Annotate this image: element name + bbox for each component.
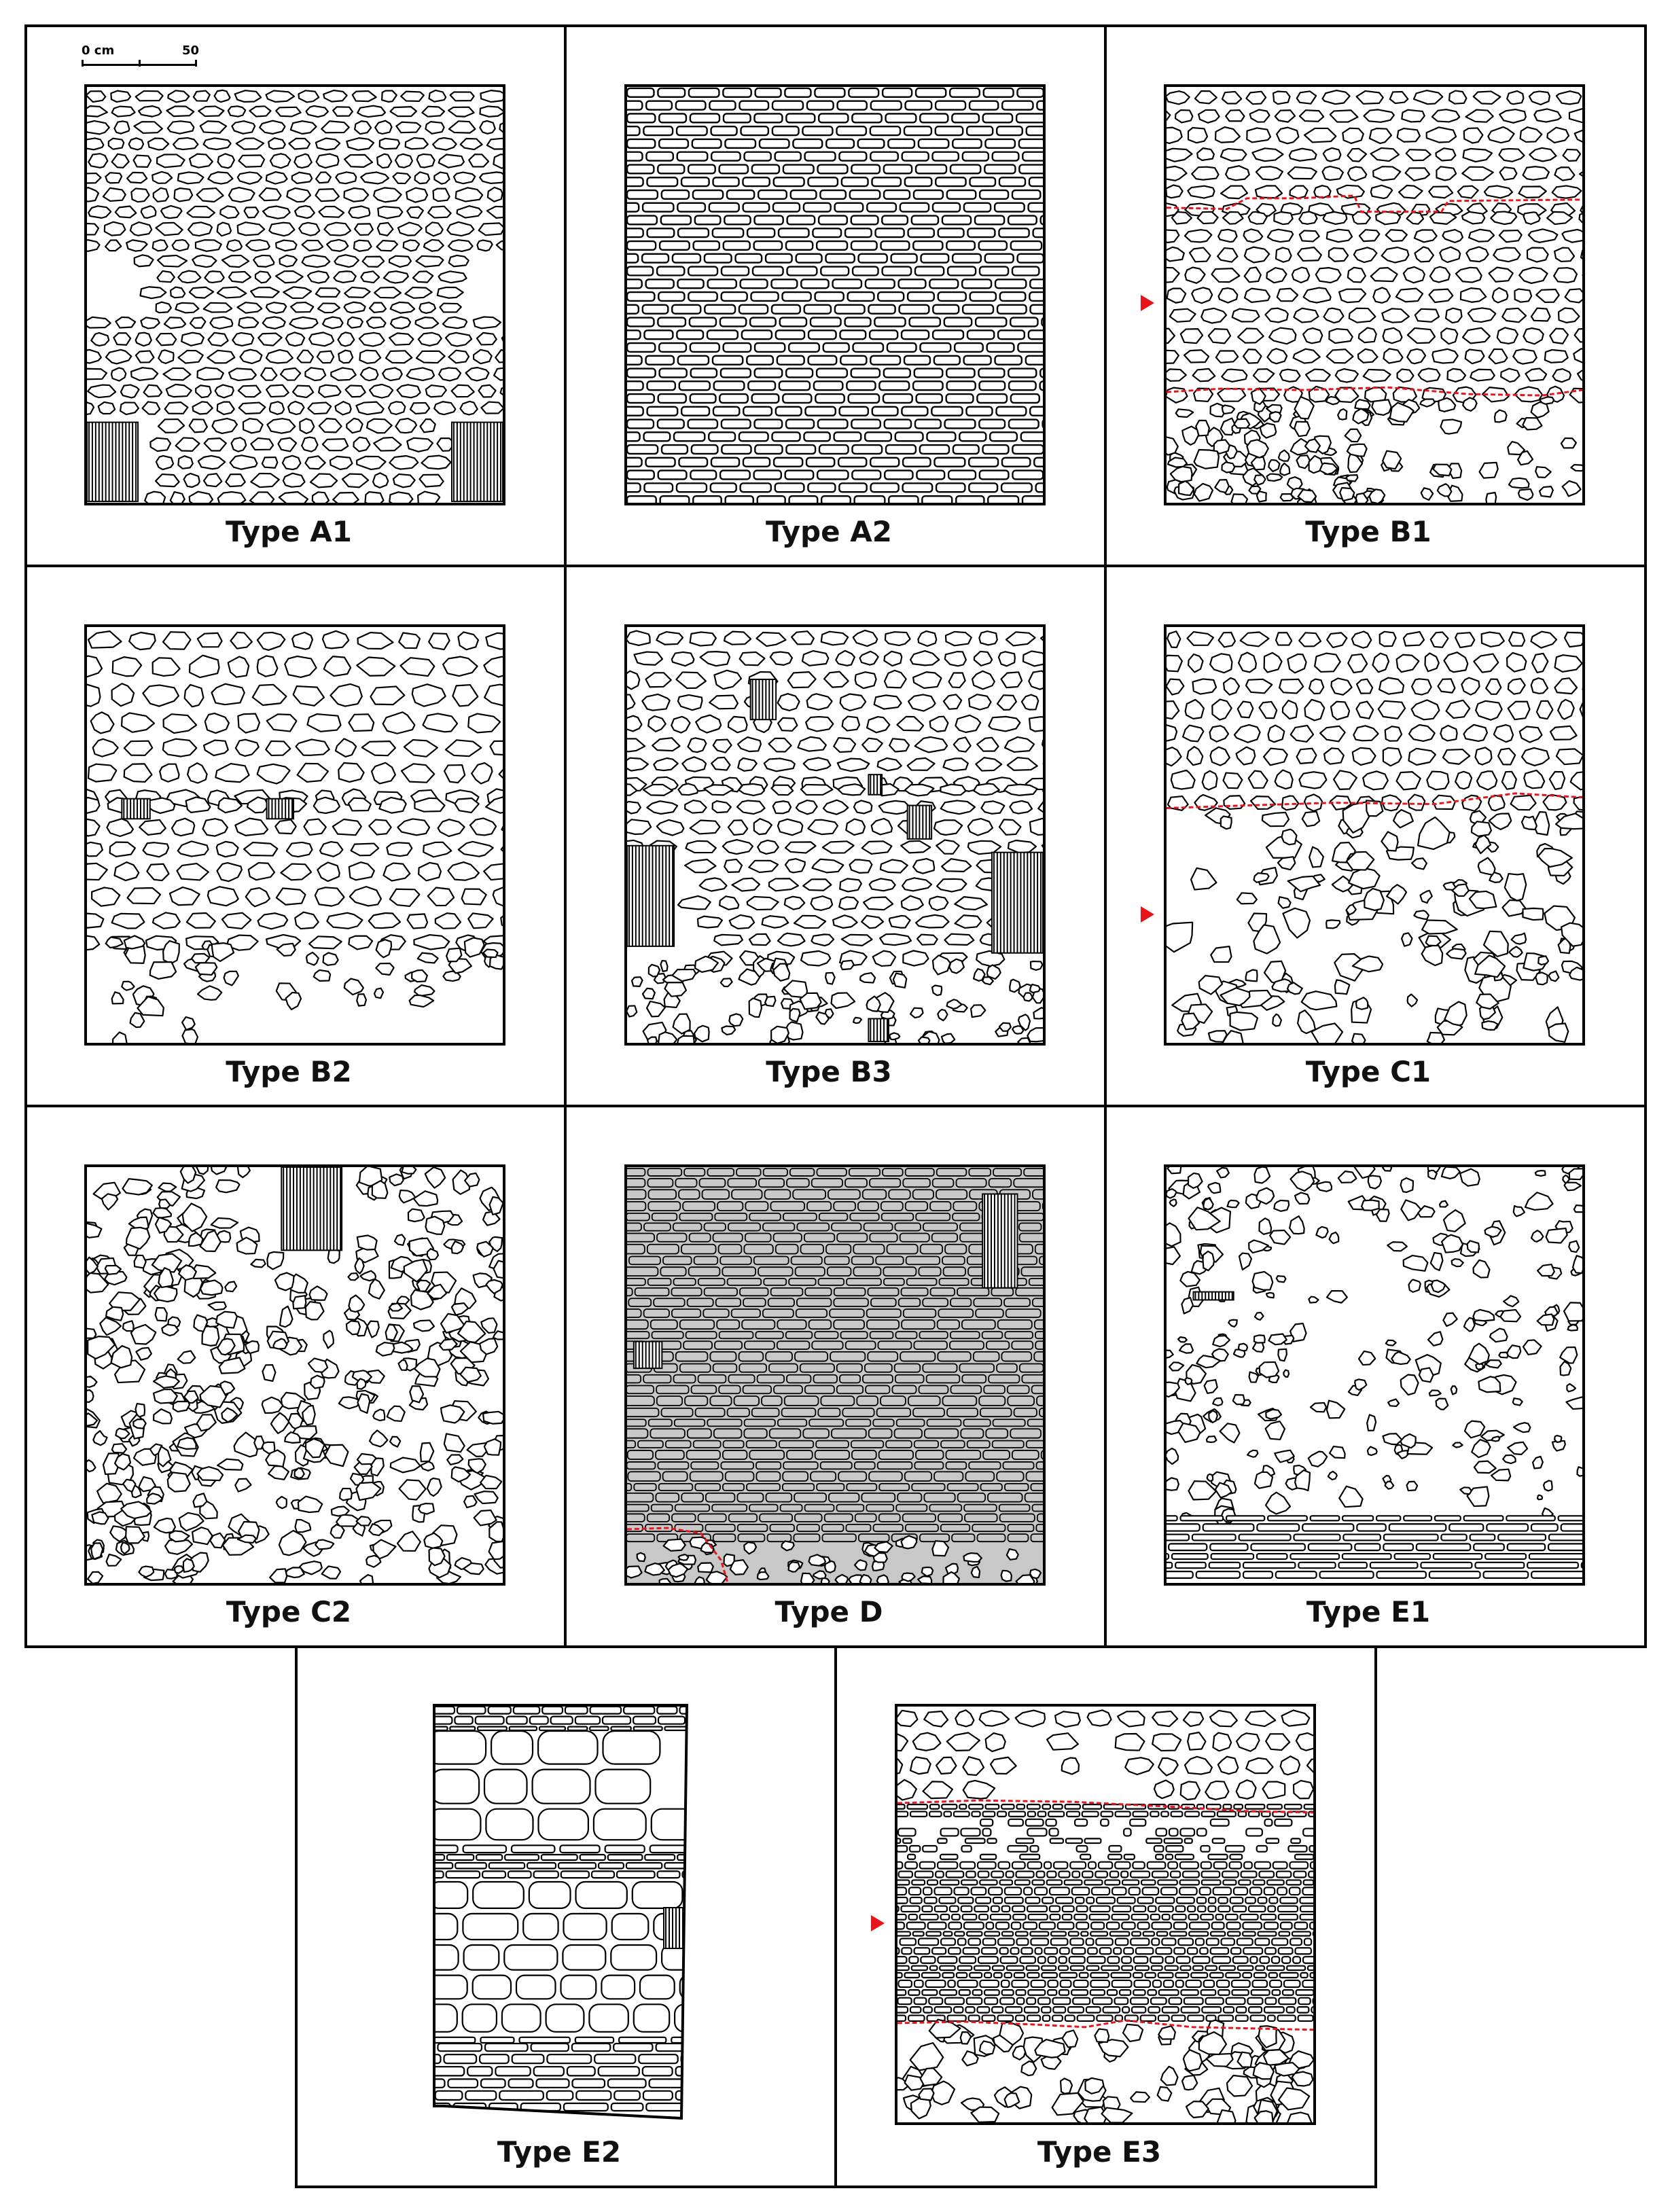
panel-type-e2 — [430, 1704, 691, 2120]
panel-type-c2 — [84, 1164, 505, 1586]
scale-tick — [195, 60, 197, 67]
label-type-e3: Type E3 — [1037, 2135, 1162, 2169]
marker-arrow-type-b1 — [1141, 295, 1154, 311]
label-type-c2: Type C2 — [226, 1595, 352, 1628]
panel-type-b1 — [1164, 84, 1585, 505]
panel-type-c1 — [1164, 624, 1585, 1046]
label-type-a2: Type A2 — [766, 515, 892, 548]
marker-arrow-type-c1 — [1141, 906, 1154, 923]
marker-arrow-type-e3 — [871, 1915, 885, 1931]
panel-type-a2 — [624, 84, 1046, 505]
panel-type-a1 — [84, 84, 505, 505]
label-type-e1: Type E1 — [1306, 1595, 1431, 1628]
scale-bar — [82, 43, 204, 71]
label-type-b2: Type B2 — [226, 1055, 352, 1088]
panel-type-b3 — [624, 624, 1046, 1046]
panel-type-e3 — [895, 1704, 1316, 2125]
label-type-b3: Type B3 — [766, 1055, 892, 1088]
scale-start-label: 0 cm — [82, 43, 115, 58]
label-type-d: Type D — [775, 1595, 883, 1628]
label-type-b1: Type B1 — [1305, 515, 1431, 548]
label-type-a1: Type A1 — [226, 515, 352, 548]
panel-type-e1 — [1164, 1164, 1585, 1586]
scale-end-label: 50 — [182, 43, 200, 58]
panel-type-d — [624, 1164, 1046, 1586]
label-type-c1: Type C1 — [1305, 1055, 1431, 1088]
label-type-e2: Type E2 — [497, 2135, 622, 2169]
panel-type-b2 — [84, 624, 505, 1046]
scale-tick — [139, 60, 141, 67]
scale-tick — [82, 60, 84, 67]
